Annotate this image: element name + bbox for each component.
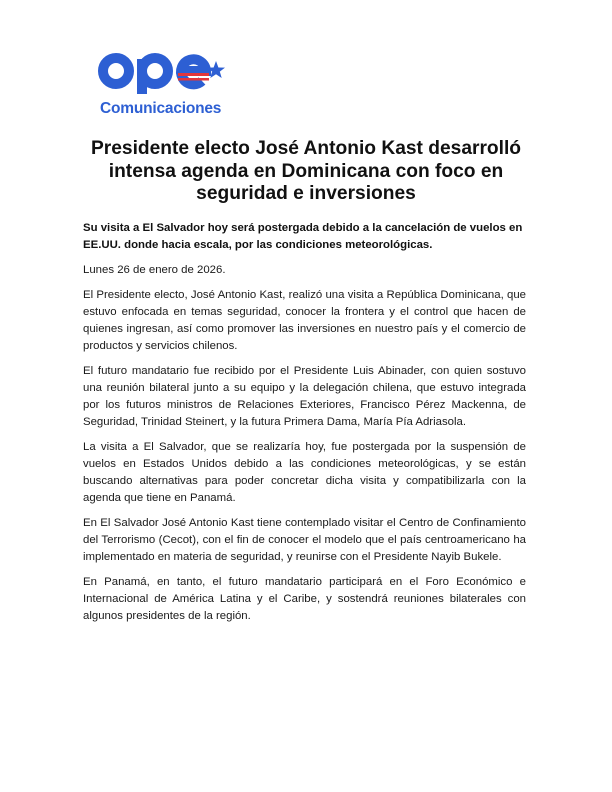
dateline: Lunes 26 de enero de 2026. xyxy=(83,264,226,276)
body-paragraph: El futuro mandatario fue recibido por el Presidente Luis Abinader, con quien sostuvo una reunión bilateral junto a su equipo y la delegación chilena, que estuvo integrada por los futuros ministros de Relaciones Exteriores, Francisco Pérez Mackenna, de Seguridad, Trinidad Steinert, y la futura Primera Dama, María Pía Adriasola. xyxy=(83,365,526,428)
ope-wordmark-logo xyxy=(98,44,228,94)
body-paragraph: La visita a El Salvador, que se realizaría hoy, fue postergada por la suspensión de vuelos en Estados Unidos debido a las condiciones meteorológicas, y se están buscando alternativas para poder concretar dicha visita y compatibilizarla con la agenda que tiene en Panamá. xyxy=(83,441,526,504)
headline: Presidente electo José Antonio Kast desarrolló intensa agenda en Dominicana con foco en seguridad e inversiones xyxy=(90,138,522,204)
ope-logo xyxy=(98,44,228,120)
body-paragraph: El Presidente electo, José Antonio Kast, realizó una visita a República Dominicana, que estuvo enfocada en temas seguridad, conocer la frontera y el control que hacen de quienes ingresan, así como promover las inversiones en nuestro país y el comercio de productos y servicios chilenos. xyxy=(83,289,526,352)
article-body xyxy=(83,220,526,625)
lead-paragraph: Su visita a El Salvador hoy será postergada debido a la cancelación de vuelos en EE.UU. donde hacia escala, por las condiciones meteorológicas. xyxy=(83,222,523,251)
body-paragraph: En Panamá, en tanto, el futuro mandatario participará en el Foro Económico e Internacional de América Latina y el Caribe, y sostendrá reuniones bilaterales con algunos presidentes de la región. xyxy=(83,576,526,622)
logo-subtitle: Comunicaciones xyxy=(100,100,222,117)
body-paragraph: En El Salvador José Antonio Kast tiene contemplado visitar el Centro de Confinamiento del Terrorismo (Cecot), con el fin de conocer el modelo que el país centroamericano ha implementado en materia de seguridad, y reunirse con el Presidente Nayib Bukele. xyxy=(83,517,526,563)
